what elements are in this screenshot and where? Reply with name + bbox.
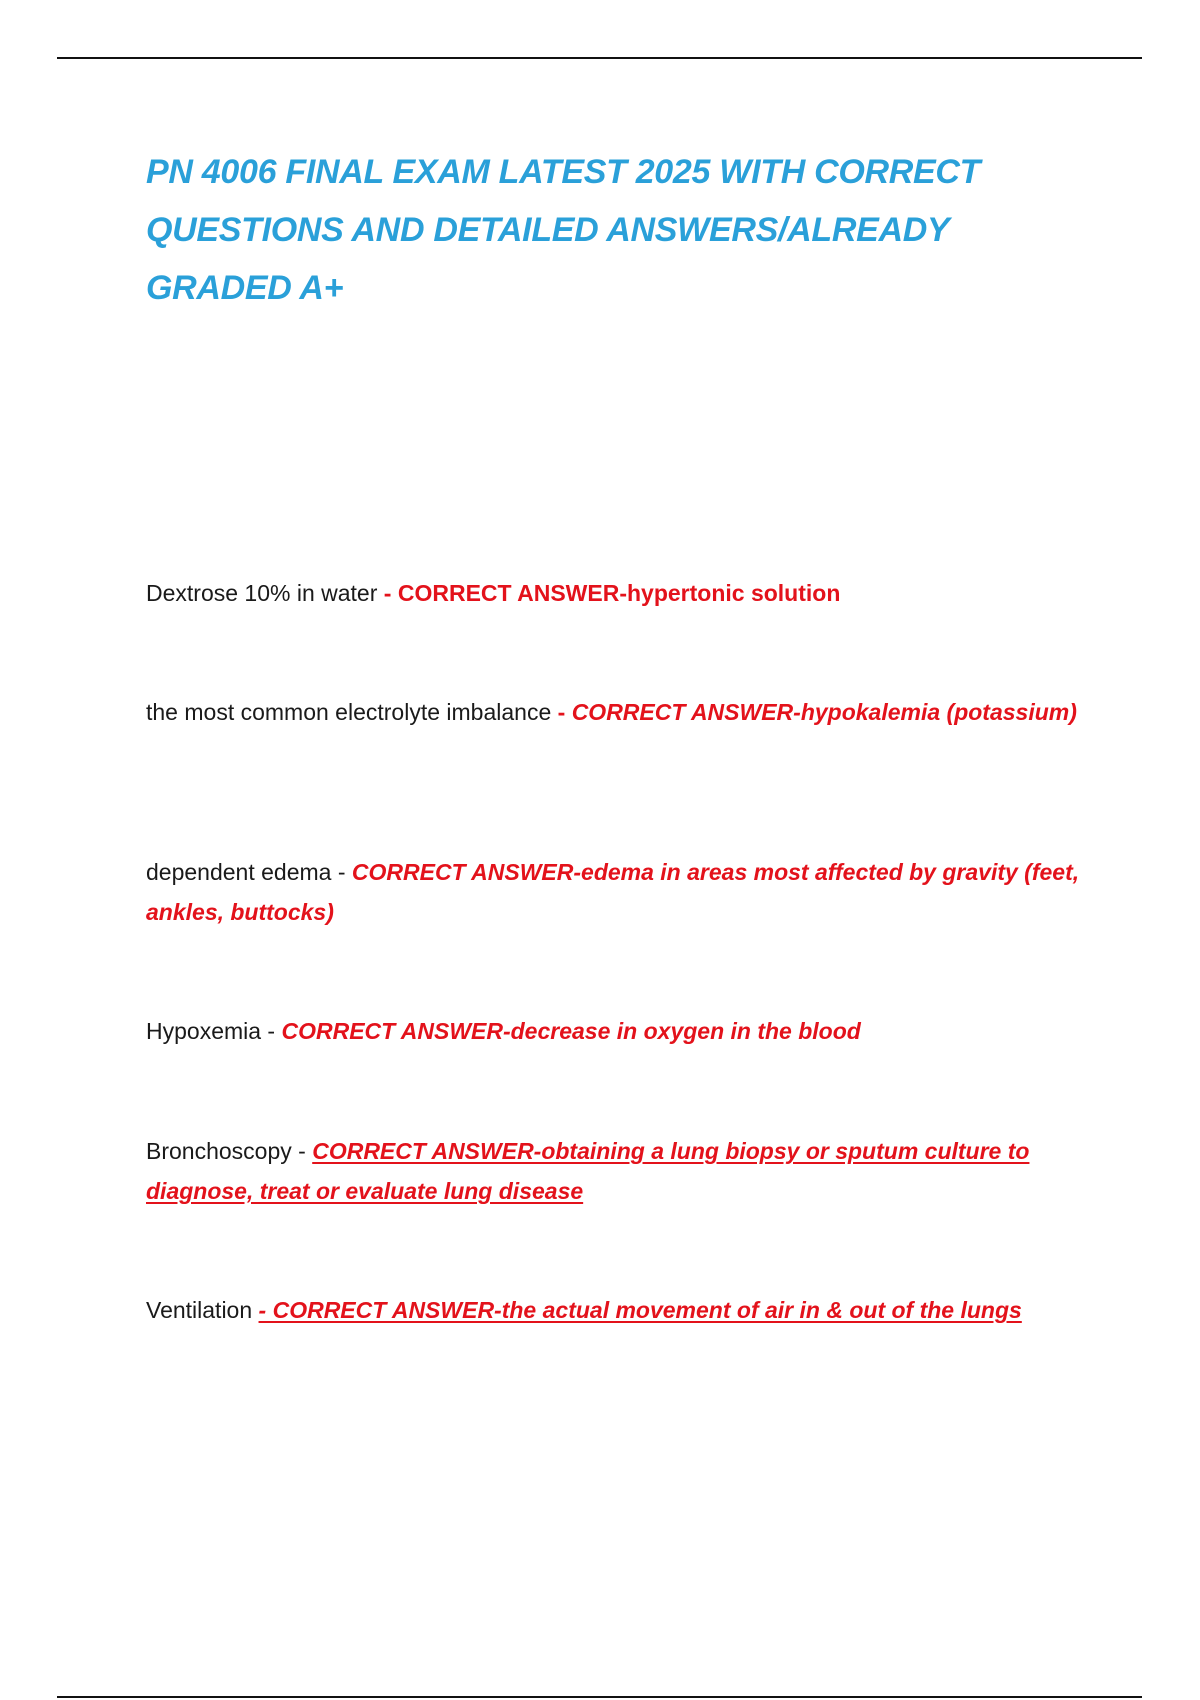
qa-separator: -: [551, 699, 572, 725]
qa-separator: -: [261, 1018, 282, 1044]
qa-item: [146, 1131, 1086, 1211]
qa-term: Bronchoscopy: [146, 1138, 292, 1164]
qa-answer: - CORRECT ANSWER-the actual movement of air in & out of the lungs: [258, 1297, 1022, 1323]
qa-term: Hypoxemia: [146, 1018, 262, 1044]
qa-answer: CORRECT ANSWER-decrease in oxygen in the blood: [281, 1018, 861, 1044]
qa-separator: -: [377, 580, 398, 606]
qa-item: [146, 1290, 1086, 1330]
qa-answer: CORRECT ANSWER-hypokalemia (potassium): [571, 699, 1077, 725]
qa-answer: CORRECT ANSWER-hypertonic solution: [397, 580, 841, 606]
document-title: PN 4006 FINAL EXAM LATEST 2025 WITH CORRECT QUESTIONS AND DETAILED ANSWERS/ALREADY GRADED A+: [146, 153, 981, 307]
qa-item: [146, 692, 1086, 732]
qa-item: [146, 852, 1086, 932]
qa-term: Dextrose 10% in water: [146, 580, 378, 606]
qa-separator: -: [291, 1138, 313, 1164]
qa-term: dependent edema: [146, 859, 332, 885]
qa-item: [146, 573, 1086, 613]
qa-item: [146, 1011, 1086, 1051]
qa-term: the most common electrolyte imbalance: [146, 699, 552, 725]
top-rule: [57, 57, 1142, 59]
bottom-rule: [57, 1696, 1142, 1698]
qa-answer: CORRECT ANSWER-obtaining a lung biopsy or sputum culture to diagnose, treat or evaluate lung disease: [146, 1138, 1030, 1204]
qa-term: Ventilation: [146, 1297, 253, 1323]
qa-separator: -: [331, 859, 352, 885]
qa-answer: CORRECT ANSWER-edema in areas most affected by gravity (feet, ankles, buttocks): [146, 859, 1080, 925]
